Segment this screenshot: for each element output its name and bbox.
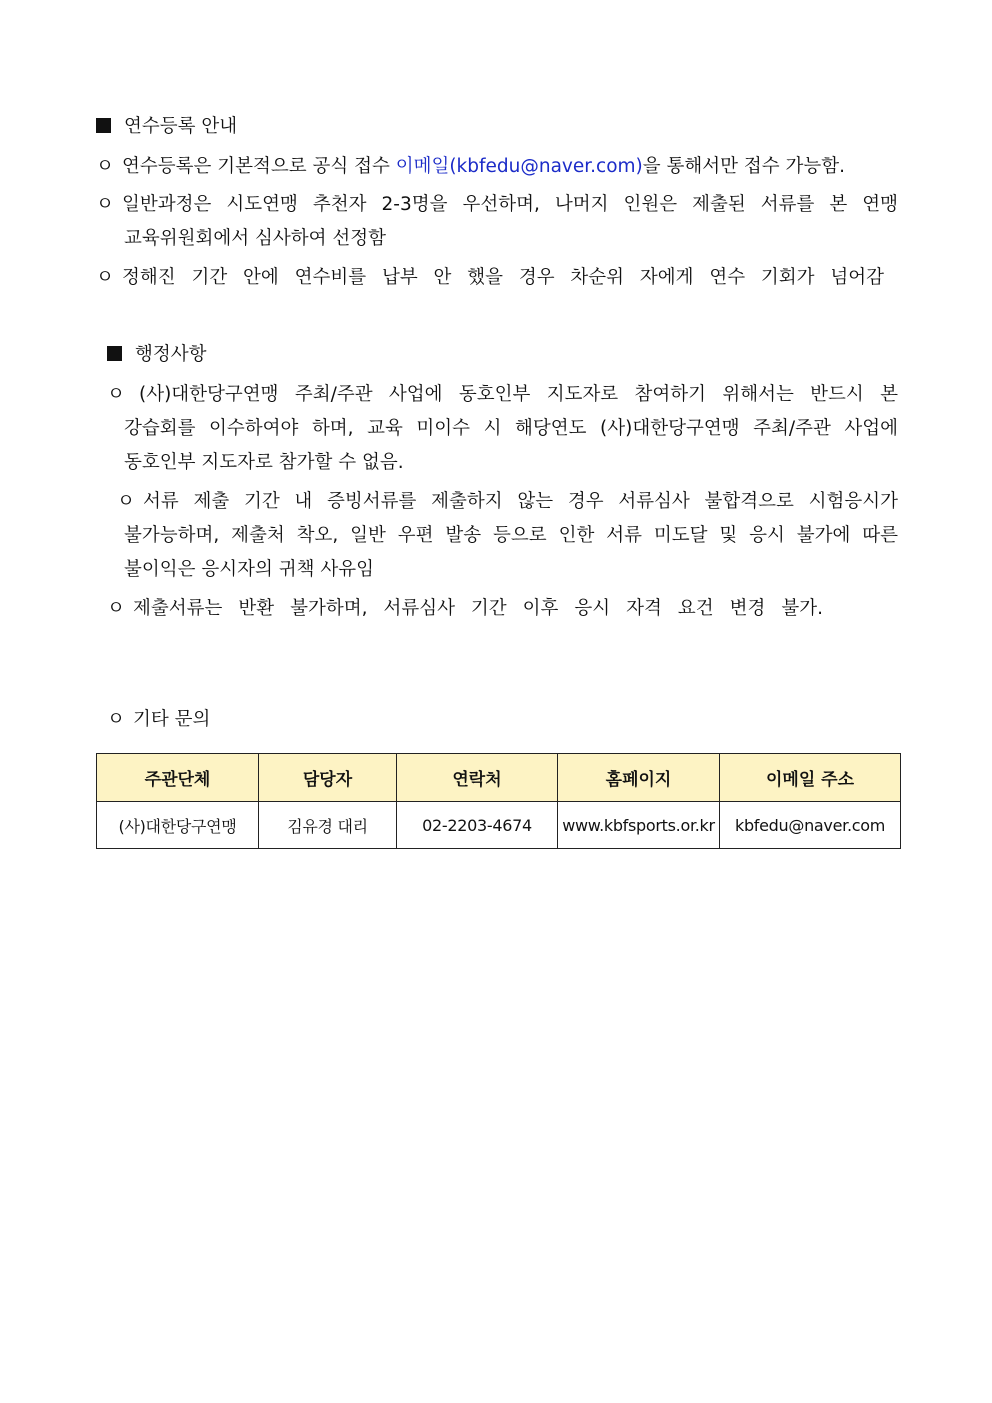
table-row: [97, 802, 901, 849]
contact-table-header-row: [97, 754, 901, 802]
registration-bullet-1: ㅇ 연수등록은 기본적으로 공식 접수 이메일(kbfedu@naver.com)을 통해서만 접수 가능함.: [96, 154, 845, 180]
header-phone: 연락처: [397, 754, 558, 802]
registration-bullet-3: ㅇ 정해진 기간 안에 연수비를 납부 안 했을 경우 차순위 자에게 연수 기회가 넘어감: [96, 265, 884, 291]
circle-bullet-icon: ㅇ: [107, 598, 125, 619]
circle-bullet-icon: ㅇ: [96, 156, 114, 177]
square-bullet-icon: [96, 118, 111, 133]
circle-bullet-icon: ㅇ: [107, 709, 125, 730]
contact-table: [96, 753, 901, 849]
cell-phone: 02-2203-4674: [397, 802, 558, 849]
registration-bullet-2-line-2: 교육위원회에서 심사하여 선정함: [124, 228, 386, 249]
cell-organizer: (사)대한당구연맹: [97, 802, 259, 849]
cell-email[interactable]: kbfedu@naver.com: [720, 802, 901, 849]
header-contact-person: 담당자: [259, 754, 397, 802]
admin-item-2-line-2: 불가능하며, 제출처 착오, 일반 우편 발송 등으로 인한 서류 미도달 및 응시 불가에 따른: [124, 525, 898, 546]
admin-item-2-line-3: 불이익은 응시자의 귀책 사유임: [124, 559, 374, 580]
inquiry-heading: ㅇ 기타 문의: [107, 707, 210, 733]
circle-bullet-icon: ㅇ: [107, 384, 125, 405]
registration-bullet-2-line-1: ㅇ 일반과정은 시도연맹 추천자 2-3명을 우선하며, 나머지 인원은 제출된 서류를 본 연맹: [96, 192, 898, 218]
cell-contact-person: 김유경 대리: [259, 802, 397, 849]
circle-bullet-icon: ㅇ: [117, 491, 135, 512]
circle-bullet-icon: ㅇ: [96, 194, 114, 215]
cell-homepage[interactable]: www.kbfsports.or.kr: [558, 802, 720, 849]
square-bullet-icon: [107, 346, 122, 361]
admin-item-1-line-1: ㅇ (사)대한당구연맹 주최/주관 사업에 동호인부 지도자로 참여하기 위해서는 반드시 본: [107, 382, 898, 408]
header-homepage: 홈페이지: [558, 754, 720, 802]
admin-heading: 행정사항: [107, 342, 206, 368]
circle-bullet-icon: ㅇ: [96, 267, 114, 288]
admin-item-1-line-3: 동호인부 지도자로 참가할 수 없음.: [124, 452, 404, 473]
admin-item-3: ㅇ 제출서류는 반환 불가하며, 서류심사 기간 이후 응시 자격 요건 변경 불가.: [107, 596, 823, 622]
admin-item-1-line-2: 강습회를 이수하여야 하며, 교육 미이수 시 해당연도 (사)대한당구연맹 주최/주관 사업에: [124, 418, 898, 439]
admin-item-2-line-1: ㅇ 서류 제출 기간 내 증빙서류를 제출하지 않는 경우 서류심사 불합격으로 시험응시가: [117, 489, 898, 515]
email-highlight: 이메일(kbfedu@naver.com): [395, 156, 643, 177]
registration-heading: 연수등록 안내: [96, 114, 237, 140]
header-email: 이메일 주소: [720, 754, 901, 802]
header-organizer: 주관단체: [97, 754, 259, 802]
